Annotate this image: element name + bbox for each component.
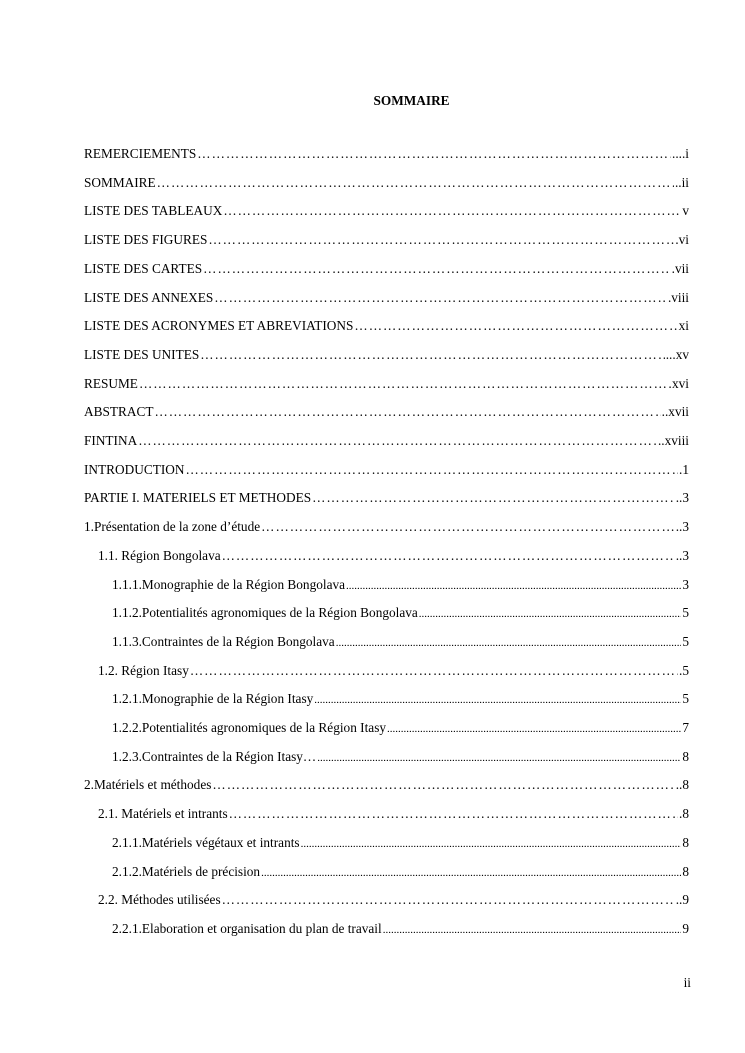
dot-leader [336,634,682,650]
toc-entry-number: 1.2.2. [112,720,142,735]
toc-entry[interactable] [112,835,689,853]
toc-entry-page: 5 [682,605,689,621]
toc-entry[interactable] [84,404,689,422]
toc-entry-page: ....i [672,146,689,161]
toc-entry-number: 1.2.1. [112,691,142,707]
toc-entry-label: Elaboration et organisation du plan de travail [141,920,382,936]
toc-entry-label: LISTE DES CARTES [84,260,203,276]
toc-entry-label: INTRODUCTION [84,461,185,477]
toc-entry-page: ..8 [675,777,689,793]
toc-entry[interactable] [84,261,689,279]
page-title: SOMMAIRE [373,93,450,108]
dot-leader [200,347,664,363]
dot-leader [314,691,681,707]
toc-entry-number: 1.2.3. [112,748,142,764]
toc-entry-label: 1.2. Région Itasy [98,662,189,678]
toc-entry-page: .5 [679,662,689,678]
dot-leader [222,892,675,908]
toc-entry-page: .viii [667,289,689,305]
toc-entry-number: 2.1.1. [112,834,142,850]
toc-entry-label: REMERCIEMENTS [84,146,197,161]
toc-entry-page: 5 [682,691,689,707]
toc-entry-label: SOMMAIRE [84,174,156,190]
toc-entry-label: Matériels et méthodes [93,777,212,793]
toc-entry[interactable] [84,433,689,451]
toc-entry[interactable] [84,175,689,193]
toc-entry-label: RESUME [84,375,138,391]
toc-entry-label: Contraintes de la Région Bongolava [141,633,335,649]
toc-entry-page: 5 [682,633,689,649]
toc-entry-page: .vii [671,260,689,276]
dot-leader [138,433,657,449]
page-number: ii [683,975,691,990]
toc-entry-page: ..3 [675,519,689,535]
toc-entry-number: 2.1.2. [112,863,142,879]
dot-leader [197,146,671,162]
toc-entry-label: FINTINA [84,433,138,448]
toc-entry-label: Potentialités agronomiques de la Région Bongolava [141,605,418,621]
dot-leader [157,175,674,191]
dot-leader [354,318,677,334]
toc-entry-page: ..ii [674,174,689,190]
toc-entry-page: xvi [672,375,689,391]
dot-leader [383,921,682,937]
toc-entry-number: 2.2.1. [112,920,142,936]
dot-leader [154,404,660,420]
toc-entry[interactable] [84,490,689,508]
toc-entry-page: xi [678,318,689,334]
dot-leader [190,663,678,679]
toc-entry[interactable] [112,720,689,738]
toc-entry[interactable] [84,203,689,221]
dot-leader [223,203,681,219]
toc-entry-label: LISTE DES UNITES [84,346,200,362]
dot-leader [139,376,671,392]
toc-entry[interactable] [112,605,689,623]
dot-leader [301,835,682,851]
toc-entry-page: vi [678,232,689,248]
toc-entry-page: ..9 [675,892,689,908]
toc-entry-page: 8 [682,863,689,879]
toc-entry-label: Matériels de précision [141,863,261,879]
dot-leader [261,519,675,535]
toc-entry-number: 1.1.1. [112,576,142,592]
toc-entry-label: Contraintes de la Région Itasy… [141,748,317,764]
toc-entry[interactable] [84,519,689,537]
toc-entry-page: v [682,203,689,219]
toc-entry-label: LISTE DES FIGURES [84,232,208,248]
dot-leader [212,777,674,793]
toc-entry[interactable] [84,462,689,480]
toc-entry[interactable] [84,290,689,308]
toc-entry-number: 1.1.3. [112,633,142,649]
dot-leader [261,864,681,880]
toc-entry-page: ...xv [665,346,689,362]
toc-entry-page: 7 [682,720,689,735]
toc-entry-label: LISTE DES ANNEXES [84,289,214,305]
dot-leader [203,261,670,277]
toc-entry-label: LISTE DES ACRONYMES ET ABREVIATIONS [84,318,354,334]
toc-entry-label: 2.1. Matériels et intrants [98,806,228,822]
toc-entry[interactable] [84,232,689,250]
toc-entry[interactable] [112,749,689,767]
toc-entry-page: 8 [682,748,689,764]
toc-entry[interactable] [112,864,689,882]
toc-entry-page: 9 [682,920,689,936]
toc-entry-page: ..xviii [657,433,689,448]
toc-entry[interactable] [84,777,689,795]
toc-entry-page: .8 [679,806,689,822]
toc-entry[interactable] [98,806,689,824]
toc-entry[interactable] [112,634,689,652]
toc-entry-page: 3 [682,576,689,592]
dot-leader [185,462,678,478]
toc-entry-number: 1. [84,519,94,535]
toc-entry-label: Monographie de la Région Itasy [141,691,314,707]
toc-entry-number: 1.1.2. [112,605,142,621]
toc-entry[interactable] [84,376,689,394]
toc-entry-page: 8 [682,834,689,850]
dot-leader [312,490,675,506]
toc-entry[interactable] [112,691,689,709]
toc-entry-page: ..3 [675,547,689,563]
toc-entry[interactable] [112,577,689,595]
toc-entry-label: 1.1. Région Bongolava [98,547,221,563]
toc-entry[interactable] [98,892,689,910]
toc-entry-label: Présentation de la zone d’étude [93,519,261,535]
toc-entry[interactable] [98,548,689,566]
toc-entry-label: PARTIE I. MATERIELS ET METHODES [84,490,312,506]
toc-entry-label: Monographie de la Région Bongolava [141,576,346,592]
toc-entry-label: 2.2. Méthodes utilisées [98,892,221,908]
dot-leader [419,605,682,621]
dot-leader [346,577,681,593]
dot-leader [208,232,677,248]
toc-entry[interactable] [112,921,689,939]
dot-leader [387,720,681,736]
toc-entry[interactable] [98,663,689,681]
toc-entry[interactable] [84,146,689,164]
toc-entry-number: 2. [84,777,94,793]
toc-entry[interactable] [84,347,689,365]
toc-entry-label: LISTE DES TABLEAUX [84,203,223,219]
toc-entry-label: ABSTRACT [84,404,154,420]
toc-entry-page: .1 [679,461,689,477]
toc-entry-page: ..3 [675,490,689,506]
toc-entry[interactable] [84,318,689,336]
toc-entry-label: Matériels végétaux et intrants [141,834,300,850]
toc-entry-label: Potentialités agronomiques de la Région Itasy [141,720,387,735]
dot-leader [214,290,667,306]
toc-entry-page: ..xvii [661,404,689,420]
dot-leader [222,548,675,564]
dot-leader [317,749,681,765]
dot-leader [229,806,678,822]
